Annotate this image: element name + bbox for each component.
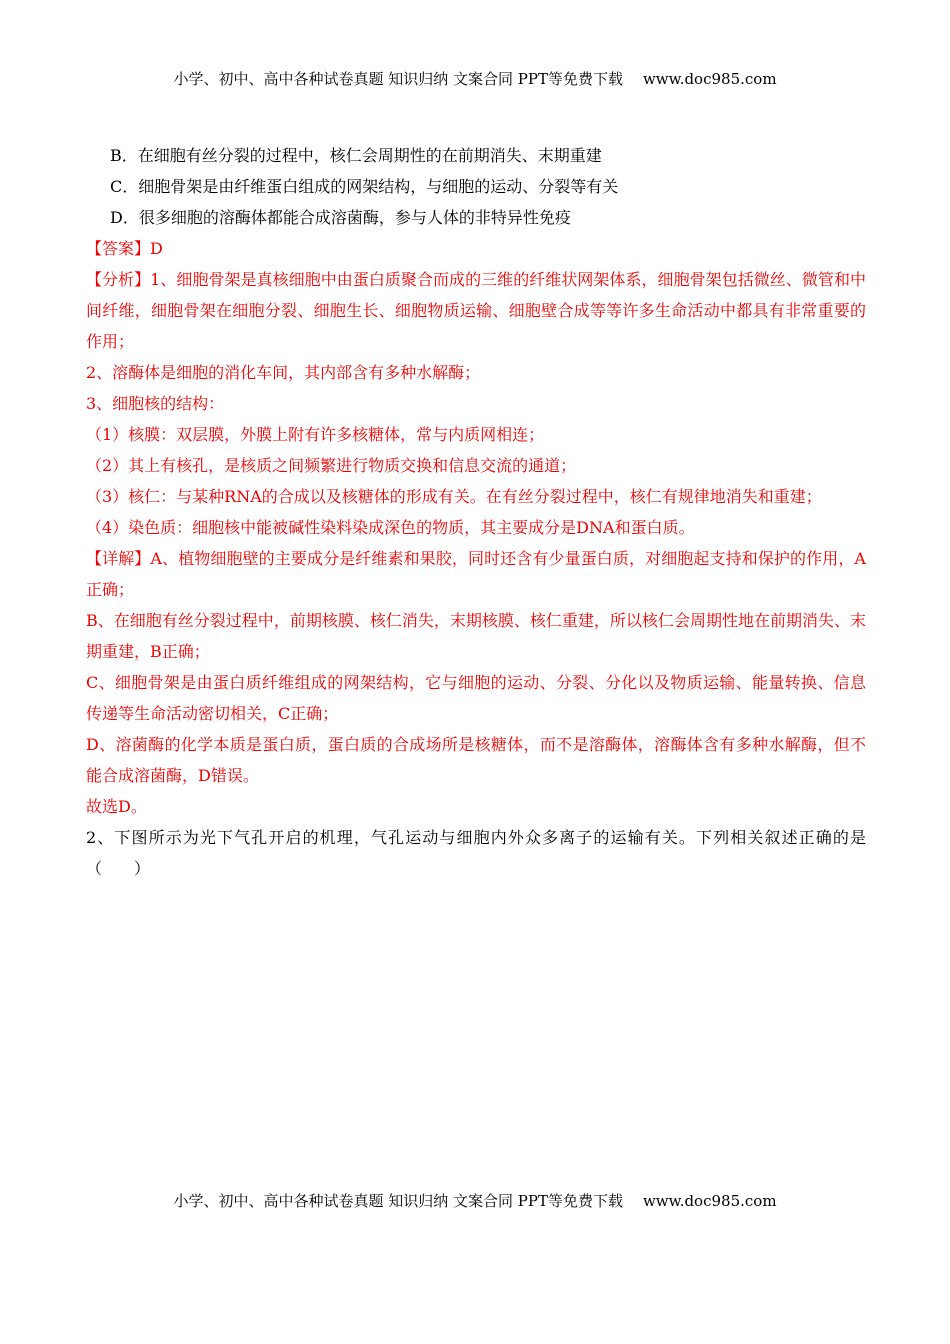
- detail-b: B、在细胞有丝分裂过程中，前期核膜、核仁消失，末期核膜、核仁重建，所以核仁会周期性地在前期消失、末期重建，B正确；: [86, 611, 866, 661]
- option-b: B．在细胞有丝分裂的过程中，核仁会周期性的在前期消失、末期重建: [110, 146, 602, 165]
- footer-site-link[interactable]: www.doc985.com: [642, 1192, 777, 1210]
- detail-d: D、溶菌酶的化学本质是蛋白质，蛋白质的合成场所是核糖体，而不是溶酶体，溶酶体含有多种水解酶，但不能合成溶菌酶，D错误。: [86, 735, 866, 785]
- analysis-intro: 【分析】1、细胞骨架是真核细胞中由蛋白质聚合而成的三维的纤维状网架体系，细胞骨架包括微丝、微管和中间纤维，细胞骨架在细胞分裂、细胞生长、细胞物质运输、细胞壁合成等等许多生命活动中都具有非常重要的作用；: [86, 270, 866, 351]
- detail-a: 【详解】A、植物细胞壁的主要成分是纤维素和果胶，同时还含有少量蛋白质，对细胞起支持和保护的作用，A正确；: [86, 549, 866, 599]
- answer: 【答案】D: [86, 239, 163, 258]
- analysis-sub-1: （1）核膜：双层膜，外膜上附有许多核糖体，常与内质网相连；: [86, 425, 545, 444]
- analysis-sub-2: （2）其上有核孔，是核质之间频繁进行物质交换和信息交流的通道；: [86, 456, 577, 475]
- detail-conclusion: 故选D。: [86, 797, 147, 816]
- page-header: [0, 68, 950, 89]
- option-c: C．细胞骨架是由纤维蛋白组成的网架结构，与细胞的运动、分裂等有关: [110, 177, 619, 196]
- document-body: [86, 140, 866, 884]
- page-footer: [0, 1190, 950, 1211]
- analysis-sub-4: （4）染色质：细胞核中能被碱性染料染成深色的物质，其主要成分是DNA和蛋白质。: [86, 518, 695, 537]
- header-site-link[interactable]: www.doc985.com: [642, 70, 777, 88]
- analysis-point-3: 3、细胞核的结构：: [86, 394, 225, 413]
- analysis-point-2: 2、溶酶体是细胞的消化车间，其内部含有多种水解酶；: [86, 363, 481, 382]
- header-text: 小学、初中、高中各种试卷真题 知识归纳 文案合同 PPT等免费下载: [173, 70, 623, 88]
- footer-text: 小学、初中、高中各种试卷真题 知识归纳 文案合同 PPT等免费下载: [173, 1192, 623, 1210]
- detail-c: C、细胞骨架是由蛋白质纤维组成的网架结构，它与细胞的运动、分裂、分化以及物质运输、能量转换、信息传递等生命活动密切相关，C正确；: [86, 673, 866, 723]
- analysis-sub-3: （3）核仁：与某种RNA的合成以及核糖体的形成有关。在有丝分裂过程中，核仁有规律地消失和重建；: [86, 487, 822, 506]
- option-d: D．很多细胞的溶酶体都能合成溶菌酶，参与人体的非特异性免疫: [110, 208, 571, 227]
- question-2: 2、下图所示为光下气孔开启的机理，气孔运动与细胞内外众多离子的运输有关。下列相关叙述正确的是（ ）: [86, 828, 866, 878]
